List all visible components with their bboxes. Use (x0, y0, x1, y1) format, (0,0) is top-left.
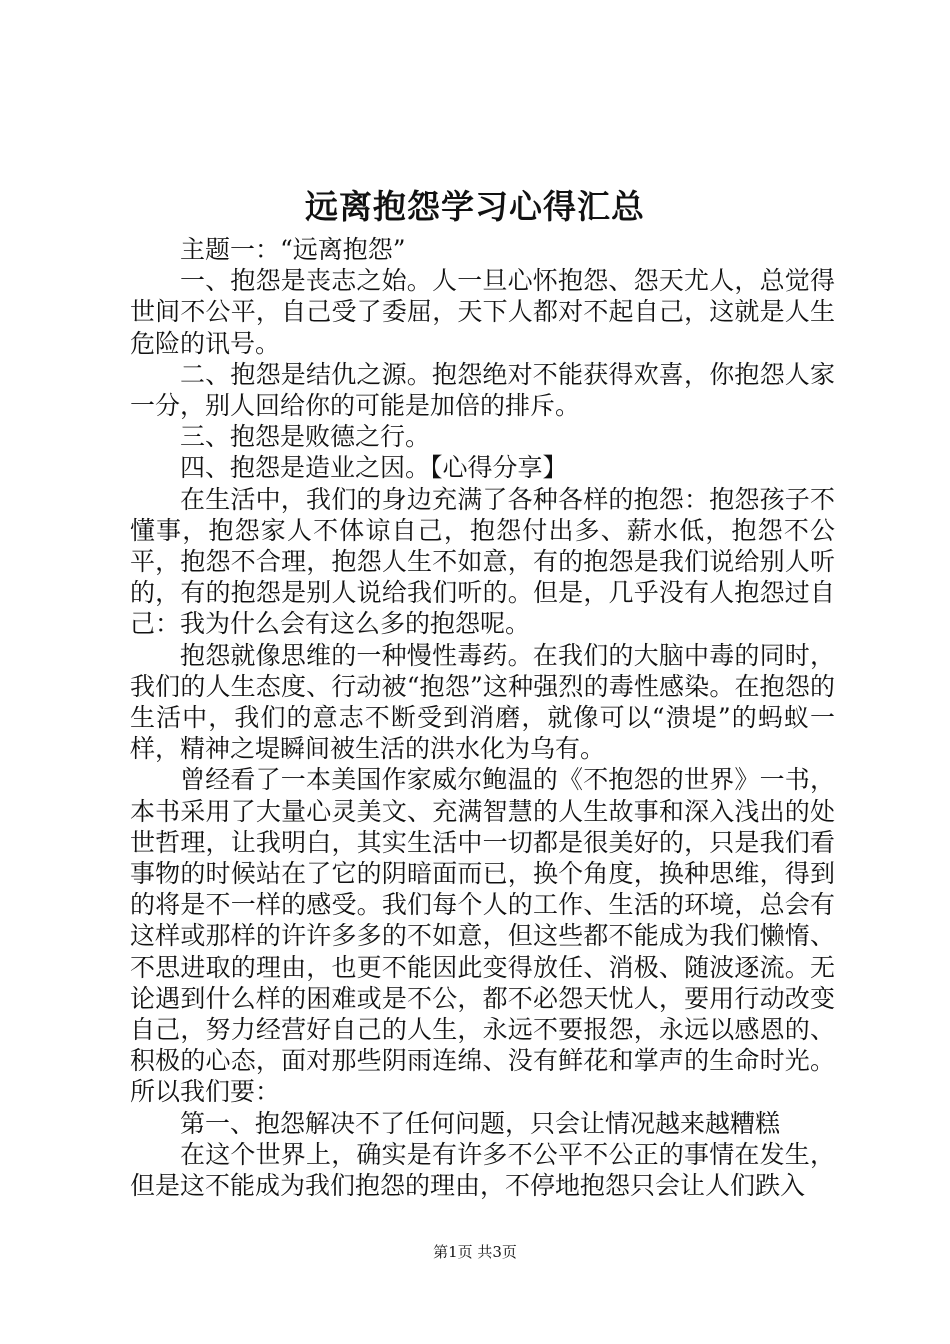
paragraph: 在生活中，我们的身边充满了各种各样的抱怨：抱怨孩子不懂事，抱怨家人不体谅自己，抱怨付出多、薪水低，抱怨不公平，抱怨不合理，抱怨人生不如意，有的抱怨是我们说给别人听的，有的抱怨是别人说给我们听的。但是，几乎没有人抱怨过自己：我为什么会有这么多的抱怨呢。 (130, 484, 835, 639)
document-title: 远离抱怨学习心得汇总 (305, 187, 645, 226)
paragraph: 三、抱怨是败德之行。 (180, 422, 431, 452)
paragraph: 二、抱怨是结仇之源。抱怨绝对不能获得欢喜，你抱怨人家一分，别人回给你的可能是加倍的排斥。 (130, 359, 835, 421)
paragraph: 曾经看了一本美国作家威尔鲍温的《不抱怨的世界》一书，本书采用了大量心灵美文、充满智慧的人生故事和深入浅出的处世哲理，让我明白，其实生活中一切都是很美好的，只是我们看事物的时候站在了它的阴暗面而已，换个角度，换种思维，得到的将是不一样的感受。我们每个人的工作、生活的环境，总会有这样或那样的许许多多的不如意，但这些都不能成为我们懒惰、不思进取的理由，也更不能因此变得放任、消极、随波逐流。无论遇到什么样的困难或是不公，都不必怨天忧人，要用行动改变自己，努力经营好自己的人生，永远不要报怨，永远以感恩的、积极的心态，面对那些阴雨连绵、没有鲜花和掌声的生命时光。所以我们要： (130, 765, 835, 1107)
paragraph: 在这个世界上，确实是有许多不公平不公正的事情在发生，但是这不能成为我们抱怨的理由，不停地抱怨只会让人们跌入 (130, 1139, 835, 1201)
page-footer: 第1页 共3页 (433, 1243, 517, 1261)
paragraph: 主题一：“远离抱怨” (180, 235, 406, 264)
paragraph: 第一、抱怨解决不了任何问题，只会让情况越来越糟糕 (180, 1108, 781, 1138)
paragraph: 一、抱怨是丧志之始。人一旦心怀抱怨、怨天尤人，总觉得世间不公平，自己受了委屈，天下人都对不起自己，这就是人生危险的讯号。 (130, 266, 835, 358)
paragraph: 四、抱怨是造业之因。【心得分享】 (180, 453, 568, 483)
document-body (130, 234, 835, 1201)
paragraph: 抱怨就像思维的一种慢性毒药。在我们的大脑中毒的同时，我们的人生态度、行动被“抱怨”这种强烈的毒性感染。在抱怨的生活中，我们的意志不断受到消磨，就像可以“溃堤”的蚂蚁一样，精神之堤瞬间被生活的洪水化为乌有。 (130, 640, 835, 764)
